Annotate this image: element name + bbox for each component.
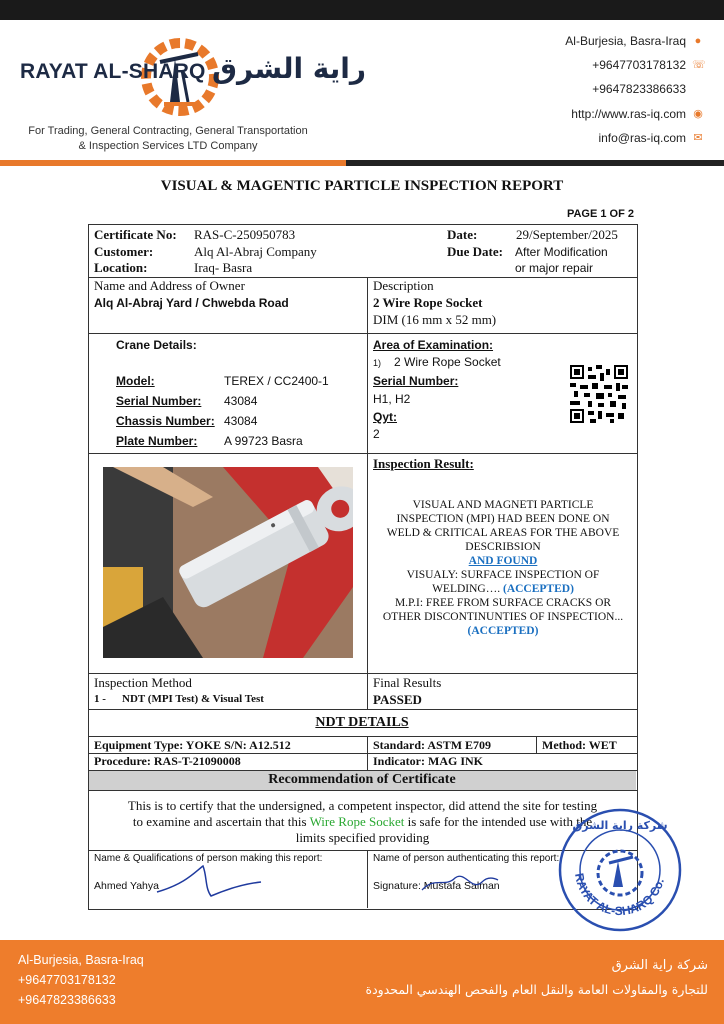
email-link[interactable]: info@ras-iq.com [598,131,686,145]
row-divider [88,453,637,454]
signature-scribble-right [420,868,500,898]
qr-code-icon[interactable] [570,365,628,423]
owner-value: Alq Al-Abraj Yard / Chwebda Road [94,296,289,310]
footer-arabic-name: شركة راية الشرق [611,958,708,973]
result-line: VISUALY: SURFACE INSPECTION OF [406,569,600,581]
column-divider [367,736,368,770]
footer-phone-1: +9647703178132 [18,973,116,987]
serial-number-label: Serial Number: [116,394,202,408]
cert-value: RAS-C-250950783 [194,227,296,242]
description-value-1: 2 Wire Rope Socket [373,295,483,310]
accepted-badge: (ACCEPTED) [467,625,539,637]
date-label: Date: [447,227,478,242]
page-number: PAGE 1 OF 2 [566,208,634,220]
accepted-badge: (ACCEPTED) [502,583,574,595]
inspection-result-colon: : [469,456,474,471]
column-divider [367,850,368,908]
header-divider-dark [346,160,724,166]
recommendation-item: Wire Rope Socket [309,814,405,829]
globe-icon: ◉ [693,108,703,120]
footer-phone-2: +9647823386633 [18,993,116,1007]
contact-phone-1 [592,58,704,72]
quantity-value: 2 [373,427,380,441]
due-date-label: Due Date: [447,244,503,259]
area-item: 2 Wire Rope Socket [394,355,501,369]
area-serial-value: H1, H2 [373,392,411,406]
contact-web[interactable] [571,107,704,121]
footer-arabic-description: للتجارة والمقاولات العامة والنقل العام والفحص الهندسي المحدودة [365,982,708,997]
customer-label: Customer: [94,244,154,259]
wire-rope-socket-image [103,467,353,658]
final-results-label: Final Results [373,675,442,690]
row-divider [88,790,637,791]
company-stamp [555,805,685,935]
tagline-line-2: & Inspection Services LTD Company [78,140,258,152]
procedure: Procedure: RAS-T-21090008 [94,754,241,768]
plate-number-value: A 99723 Basra [224,434,303,448]
report-title: VISUAL & MAGENTIC PARTICLE INSPECTION REPORT [160,178,564,194]
area-title: Area of Examination: [373,338,494,352]
result-line-text: WELDING…. [432,583,503,595]
row-divider [88,673,637,674]
result-line [372,582,634,596]
column-divider [536,736,537,753]
website-link[interactable]: http://www.ras-iq.com [571,107,686,121]
result-line: WELD & CRITICAL AREAS FOR THE ABOVE [386,527,620,539]
quantity-label: Qyt: [373,410,397,424]
phone-2-text: +9647823386633 [592,82,686,96]
contact-phone-2 [592,82,704,96]
row-divider [88,709,637,710]
signature-left-label: Name & Qualifications of person making this report: [94,853,323,864]
owner-label: Name and Address of Owner [94,278,245,293]
cert-label: Certificate No: [94,227,177,242]
logo-text-en: RAYAT AL-SHARQ [20,60,206,83]
phone-icon: ☏ [692,59,706,71]
location-label: Location: [94,260,148,275]
ndt-details-title: NDT DETAILS [315,715,409,730]
result-line: VISUAL AND MAGNETI PARTICLE [412,499,594,511]
signature-left-name: Ahmed Yahya [94,880,159,892]
recommendation-text-part: to examine and ascertain that this [132,814,310,829]
indicator: Indicator: MAG INK [373,754,483,768]
signature-right-name: Signature: Mustafa Salman [373,880,500,892]
spacer-icon [692,83,704,95]
signature-scribble-left [155,862,265,902]
top-bar [0,0,724,20]
due-date-value-1: After Modification [515,245,608,259]
row-divider [88,736,637,737]
location-pin-icon: ● [694,35,702,47]
chassis-number-label: Chassis Number: [116,414,215,428]
signature-right-label: Name of person authenticating this report: [373,853,560,864]
stamp-text: RAYAT AL-SHARQ Co. [572,872,667,919]
plate-number-label: Plate Number: [116,434,198,448]
inspection-method-number: 1 - [94,693,106,705]
stamp-arabic-text: شركة راية الشرق [572,819,668,832]
tagline-line-1: For Trading, General Contracting, General Transportation [28,125,308,137]
inspection-result-title-text: Inspection Result [373,456,470,471]
date-value: 29/September/2025 [516,227,618,242]
result-line: M.P.I: FREE FROM SURFACE CRACKS OR [394,597,612,609]
description-value-2: DIM (16 mm x 52 mm) [373,312,497,327]
logo-text-ar: راية الشرق [212,52,367,85]
footer-address: Al-Burjesia, Basra-Iraq [18,953,144,967]
serial-number-value: 43084 [224,394,258,408]
contact-email[interactable] [598,131,704,145]
inspection-method-value: NDT (MPI Test) & Visual Test [122,693,264,705]
customer-value: Alq Al-Abraj Company [194,244,317,259]
area-serial-label: Serial Number: [373,374,459,388]
chassis-number-value: 43084 [224,414,258,428]
due-date-value-2: or major repair [515,261,594,275]
result-found-link[interactable]: AND FOUND [468,555,538,567]
result-line: OTHER DISCONTINUNTIES OF INSPECTION... [382,611,624,623]
recommendation-text-part: is safe for the intended use with the [404,814,593,829]
address-text: Al-Burjesia, Basra-Iraq [565,34,686,48]
inspection-result-body [372,498,634,638]
recommendation-title: Recommendation of Certificate [268,772,456,787]
final-results-value: PASSED [373,692,422,707]
standard: Standard: ASTM E709 [373,738,492,752]
method: Method: WET [542,738,617,752]
inspection-method-label: Inspection Method [94,675,192,690]
equipment-type: Equipment Type: YOKE S/N: A12.512 [94,738,291,752]
result-line: DESCRIBSION [465,541,541,553]
column-divider [367,277,368,709]
contact-address [565,34,704,48]
model-label: Model: [116,374,155,388]
inspection-photo [103,467,353,658]
row-divider [88,333,637,334]
recommendation-line: limits specified providing [295,830,430,845]
inspection-result-title [373,456,474,472]
recommendation-line: This is to certify that the undersigned, a competent inspector, did attend the site for testing [127,798,598,813]
phone-1-text: +9647703178132 [592,58,686,72]
description-label: Description [373,278,434,293]
envelope-icon: ✉ [693,132,703,144]
area-item-number: 1) [373,358,382,368]
result-line: INSPECTION (MPI) HAD BEEN DONE ON [396,513,610,525]
company-tagline [18,124,318,154]
crane-details-title: Crane Details: [116,338,197,352]
location-value: Iraq- Basra [194,260,253,275]
model-value: TEREX / CC2400-1 [224,374,329,388]
